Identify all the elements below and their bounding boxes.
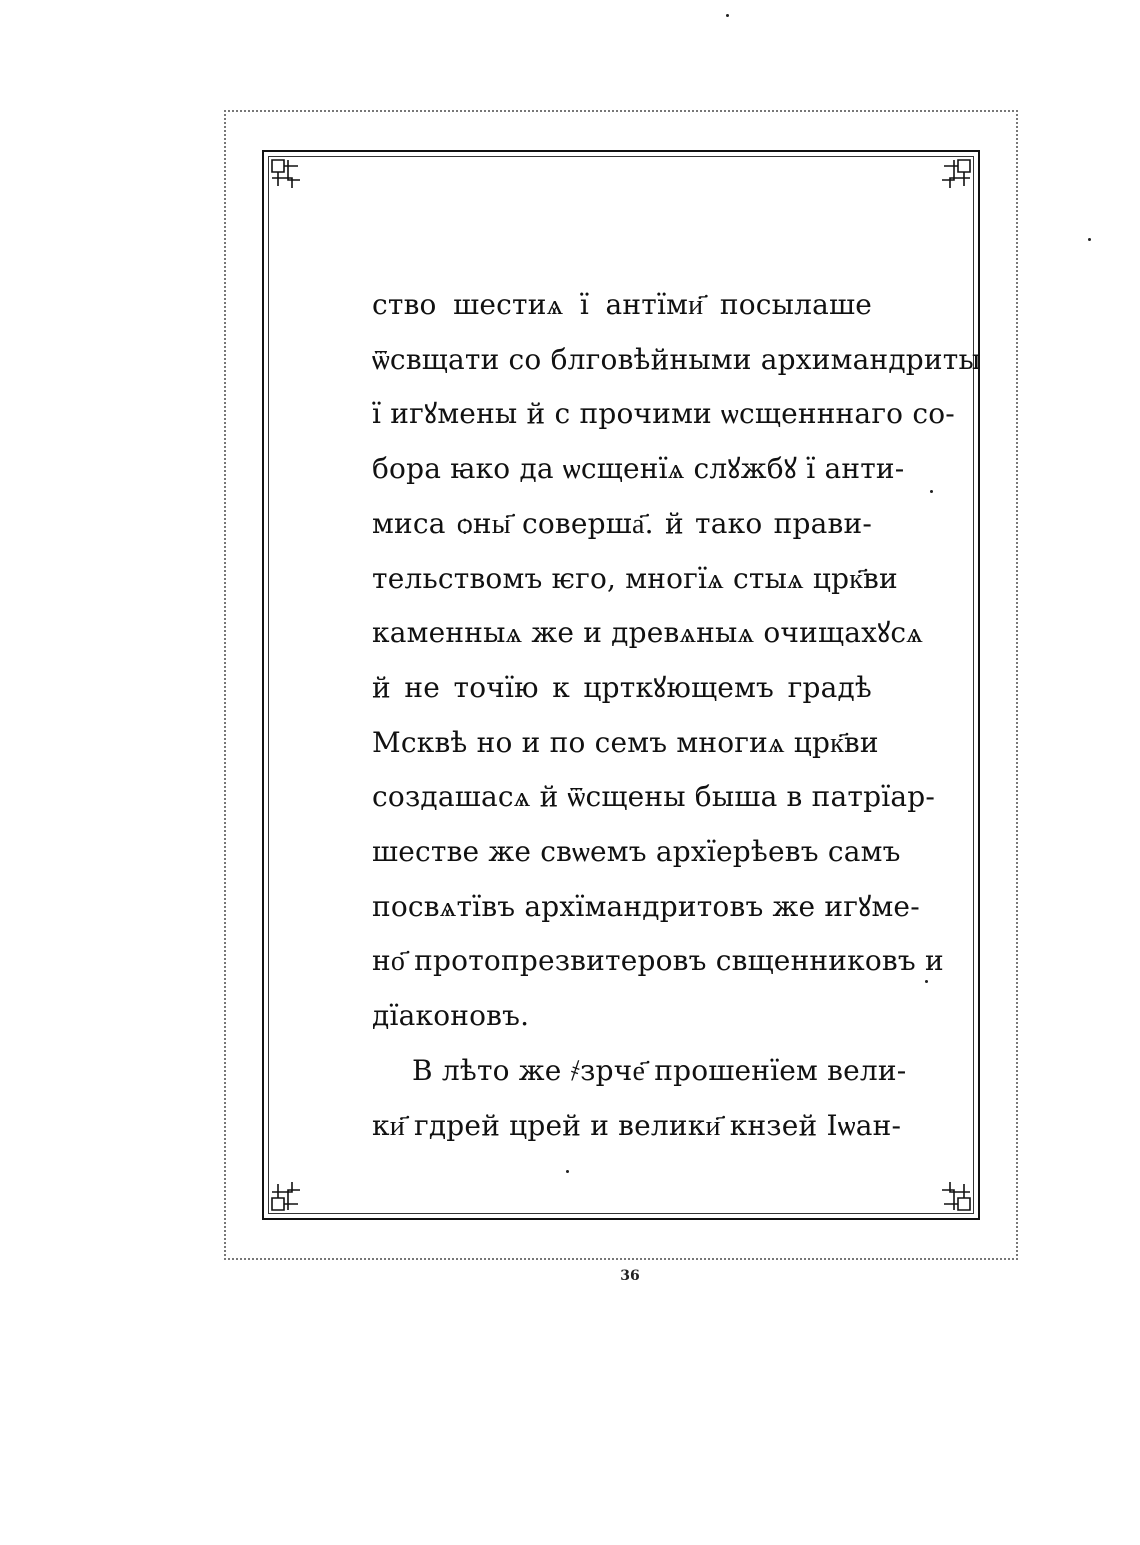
corner-ornament-icon <box>268 1178 304 1214</box>
print-speck <box>726 14 729 17</box>
text-line: тельствомъ ѥго, многїѧ стыѧ црк҃ви <box>372 561 898 595</box>
print-speck <box>930 490 933 493</box>
text-line: посвѧтївъ архїмандритовъ же игꙋме- <box>372 889 920 923</box>
print-speck <box>1088 238 1091 241</box>
text-line: но҃ протопрезвитеровъ свщенниковъ и <box>372 944 944 978</box>
text-body <box>372 278 981 1153</box>
text-line: ї игꙋмены й с прочими ѡсщенннаго со- <box>372 397 955 431</box>
print-speck <box>925 980 928 983</box>
text-line-paragraph-end: дїаконовъ. <box>372 999 530 1033</box>
text-line: ѿсвщати со блговѣйными архимандриты <box>372 342 981 376</box>
text-line-paragraph-start: В лѣто же ҂зрче҃ прошенїем вели- <box>412 1053 907 1087</box>
text-line: й не точїю к црткꙋющемъ градѣ <box>372 670 872 704</box>
print-speck <box>566 1170 569 1173</box>
text-line: ки҃ гдрей црей и велики҃ кнзей Іѡан- <box>372 1108 902 1142</box>
corner-ornament-icon <box>938 1178 974 1214</box>
text-line: бора ꙗко да ѡсщенїѧ слꙋжбꙋ ї анти- <box>372 452 905 486</box>
page-number: 36 <box>620 1268 640 1284</box>
text-line: создашасѧ й ѿсщены быша в патрїар- <box>372 780 936 814</box>
text-line: каменныѧ же и древѧныѧ очищахꙋсѧ <box>372 616 924 650</box>
text-line: шестве же свѡемъ архїерѣевъ самъ <box>372 835 901 869</box>
corner-ornament-icon <box>268 156 304 192</box>
text-line: Мсквѣ но и по семъ многиѧ црк҃ви <box>372 725 879 759</box>
corner-ornament-icon <box>938 156 974 192</box>
text-line: ство шестиѧ ї антїми҃ посылаше <box>372 288 872 321</box>
text-line: миса ѻны҃ соверша҃. й тако прави- <box>372 506 872 540</box>
